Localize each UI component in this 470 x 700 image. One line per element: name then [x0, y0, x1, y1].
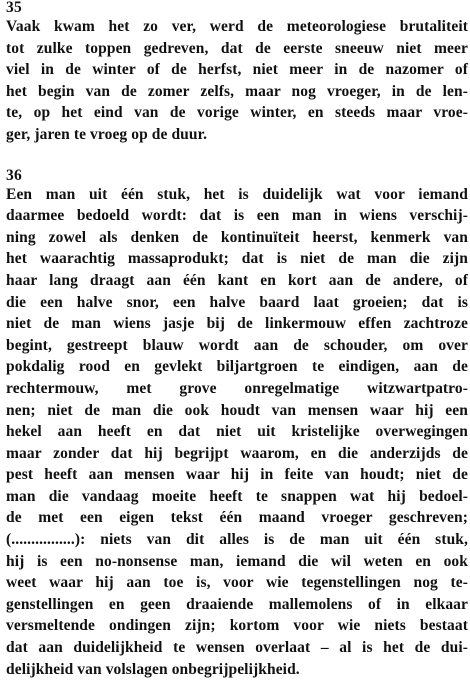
text-line: haar lang draagt aan één kant en kort aan de andere, of	[6, 271, 468, 289]
section-number: 36	[6, 166, 22, 184]
section-36	[6, 167, 468, 681]
text-line: het waarachtig massaprodukt; dat is niet de man die zijn	[6, 250, 468, 268]
text-line: rechtermouw, met grove onregelmatige witzwartpatro-	[6, 379, 468, 397]
text-line: (................): niets van dit alles is de man uit één stuk,	[6, 531, 468, 549]
text-line: begint, gestreept blauw wordt aan de schouder, om over	[6, 336, 468, 354]
text-line: delijkheid van volslagen onbegrijpelijkheid.	[6, 660, 300, 678]
text-line: ger, jaren te vroeg op de duur.	[6, 125, 208, 143]
text-line: het begin van de zomer zelfs, maar nog vroeger, in de len-	[6, 82, 468, 100]
section-35	[6, 0, 468, 146]
section-paragraph	[6, 184, 468, 681]
text-line: hij is een no-nonsense man, iemand die wil weten en ook	[6, 552, 468, 570]
text-line: die een halve snor, een halve baard laat groeien; dat is	[6, 293, 468, 311]
text-line: ning zowel als denken de kontinuïteit heerst, kenmerk van	[6, 228, 468, 246]
text-line: niet de man wiens jasje bij de linkermouw effen zachtroze	[6, 315, 468, 333]
text-line: versmeltende ondingen zijn; kortom voor wie niets bestaat	[6, 617, 468, 635]
text-line: pest heeft aan mensen waar hij in feite van houdt; niet de	[6, 466, 468, 484]
text-line: hekel aan heeft en dat niet uit kristelijke overwegingen	[6, 423, 468, 441]
text-line: pokdalig rood en gevlekt biljartgroen te eindigen, aan de	[6, 358, 468, 376]
text-line: weet waar hij aan toe is, voor wie tegenstellingen nog te-	[6, 574, 468, 592]
section-paragraph	[6, 16, 468, 146]
text-line: daarmee bedoeld wordt: dat is een man in wiens verschij-	[6, 207, 468, 225]
text-line: nen; niet de man die ook houdt van mensen waar hij een	[6, 401, 468, 419]
text-line: de met een eigen tekst één maand vroeger geschreven;	[6, 509, 468, 527]
text-line: genstellingen en geen draaiende mallemolens of in elkaar	[6, 595, 468, 613]
text-line: Een man uit één stuk, het is duidelijk wat voor iemand	[6, 185, 468, 203]
text-line: viel in de winter of de herfst, niet meer in de nazomer of	[6, 61, 468, 79]
document-page	[6, 0, 468, 680]
text-line: Vaak kwam het zo ver, werd de meteorologiese brutaliteit	[6, 18, 468, 35]
text-line: man die vandaag moeite heeft te snappen wat hij bedoel-	[6, 487, 468, 505]
section-number: 35	[6, 0, 22, 16]
text-line: te, op het eind van de vorige winter, en steeds maar vroe-	[6, 104, 468, 122]
text-line: tot zulke toppen gedreven, dat de eerste sneeuw niet meer	[6, 39, 468, 57]
text-line: maar zonder dat hij begrijpt waarom, en die anderzijds de	[6, 444, 468, 462]
text-line: dat aan duidelijkheid te wensen overlaat – al is het de dui-	[6, 639, 468, 657]
